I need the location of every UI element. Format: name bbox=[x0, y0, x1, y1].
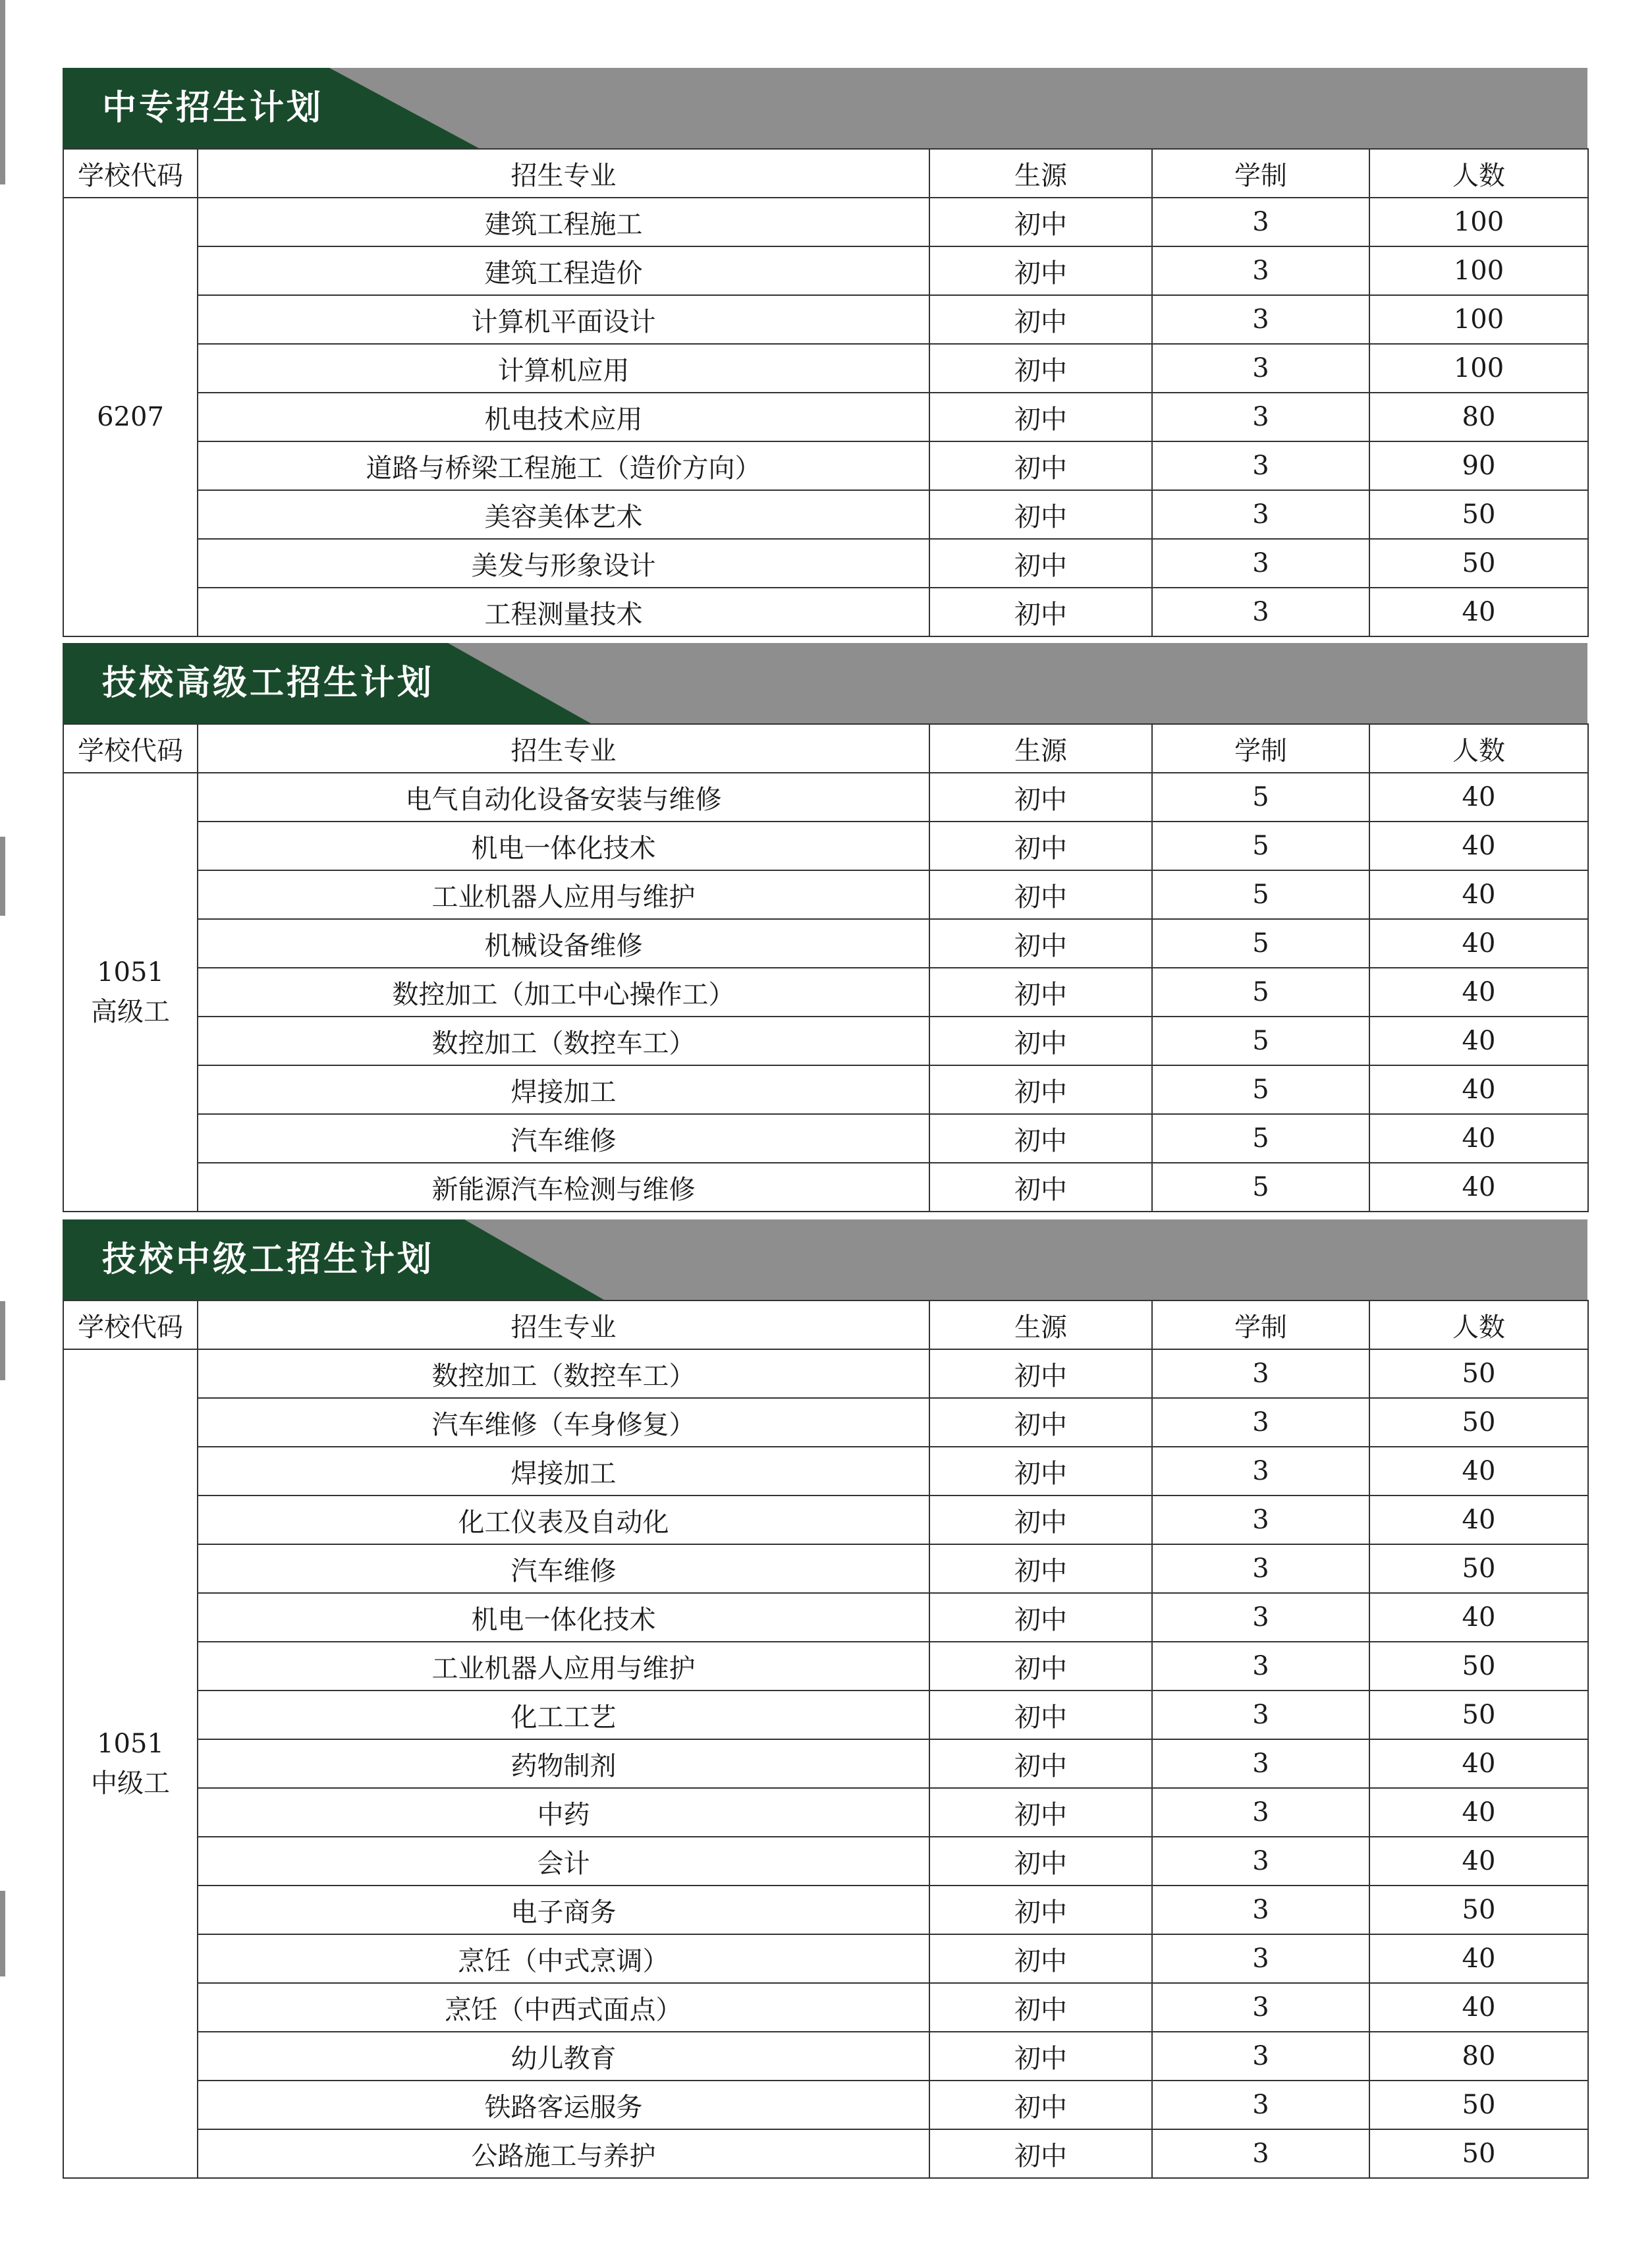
source-cell: 初中 bbox=[929, 870, 1152, 919]
count-cell: 90 bbox=[1369, 441, 1588, 490]
major-cell: 铁路客运服务 bbox=[198, 2081, 929, 2129]
table-row bbox=[63, 441, 1588, 490]
school-level: 中级工 bbox=[91, 1768, 170, 1799]
table-row bbox=[63, 1065, 1588, 1114]
table-row bbox=[63, 1447, 1588, 1496]
table-row bbox=[63, 198, 1588, 246]
edge-mark-2 bbox=[0, 837, 5, 916]
table-row bbox=[63, 1642, 1588, 1691]
count-cell: 40 bbox=[1369, 1496, 1588, 1544]
section-banner bbox=[63, 1219, 1587, 1300]
major-cell: 数控加工（加工中心操作工） bbox=[198, 968, 929, 1017]
count-cell: 40 bbox=[1369, 1114, 1588, 1163]
source-cell: 初中 bbox=[929, 822, 1152, 870]
count-cell: 40 bbox=[1369, 919, 1588, 968]
table-row bbox=[63, 1983, 1588, 2032]
duration-cell: 5 bbox=[1152, 968, 1369, 1017]
table-header-row bbox=[63, 724, 1588, 773]
source-cell: 初中 bbox=[929, 198, 1152, 246]
major-cell: 计算机平面设计 bbox=[198, 295, 929, 344]
major-cell: 美容美体艺术 bbox=[198, 490, 929, 539]
table-row bbox=[63, 1593, 1588, 1642]
header-count: 人数 bbox=[1369, 1300, 1588, 1349]
major-cell: 中药 bbox=[198, 1788, 929, 1837]
count-cell: 40 bbox=[1369, 1983, 1588, 2032]
school-code: 1051 bbox=[97, 1729, 164, 1759]
table-row bbox=[63, 1017, 1588, 1065]
source-cell: 初中 bbox=[929, 919, 1152, 968]
section-banner bbox=[63, 68, 1587, 148]
table-row bbox=[63, 490, 1588, 539]
school-code-cell bbox=[63, 773, 198, 1212]
major-cell: 道路与桥梁工程施工（造价方向） bbox=[198, 441, 929, 490]
duration-cell: 3 bbox=[1152, 1886, 1369, 1934]
source-cell: 初中 bbox=[929, 295, 1152, 344]
major-cell: 工程测量技术 bbox=[198, 588, 929, 636]
count-cell: 80 bbox=[1369, 2032, 1588, 2081]
count-cell: 40 bbox=[1369, 968, 1588, 1017]
count-cell: 50 bbox=[1369, 2129, 1588, 2178]
table-row bbox=[63, 246, 1588, 295]
major-cell: 化工工艺 bbox=[198, 1691, 929, 1739]
header-source: 生源 bbox=[929, 149, 1152, 198]
major-cell: 电气自动化设备安装与维修 bbox=[198, 773, 929, 822]
count-cell: 40 bbox=[1369, 1739, 1588, 1788]
duration-cell: 3 bbox=[1152, 1398, 1369, 1447]
count-cell: 40 bbox=[1369, 822, 1588, 870]
count-cell: 40 bbox=[1369, 1788, 1588, 1837]
source-cell: 初中 bbox=[929, 588, 1152, 636]
major-cell: 机电技术应用 bbox=[198, 393, 929, 441]
major-cell: 焊接加工 bbox=[198, 1447, 929, 1496]
school-code: 1051 bbox=[97, 957, 164, 988]
table-row bbox=[63, 539, 1588, 588]
major-cell: 电子商务 bbox=[198, 1886, 929, 1934]
source-cell: 初中 bbox=[929, 1934, 1152, 1983]
table-row bbox=[63, 1349, 1588, 1398]
count-cell: 40 bbox=[1369, 870, 1588, 919]
major-cell: 建筑工程施工 bbox=[198, 198, 929, 246]
enrollment-table bbox=[63, 148, 1589, 637]
table-row bbox=[63, 393, 1588, 441]
duration-cell: 3 bbox=[1152, 198, 1369, 246]
duration-cell: 3 bbox=[1152, 588, 1369, 636]
major-cell: 汽车维修 bbox=[198, 1544, 929, 1593]
source-cell: 初中 bbox=[929, 1837, 1152, 1886]
major-cell: 汽车维修 bbox=[198, 1114, 929, 1163]
table-row bbox=[63, 1886, 1588, 1934]
count-cell: 40 bbox=[1369, 1593, 1588, 1642]
header-major: 招生专业 bbox=[198, 1300, 929, 1349]
major-cell: 工业机器人应用与维护 bbox=[198, 870, 929, 919]
source-cell: 初中 bbox=[929, 2129, 1152, 2178]
duration-cell: 3 bbox=[1152, 1691, 1369, 1739]
major-cell: 公路施工与养护 bbox=[198, 2129, 929, 2178]
header-school-code: 学校代码 bbox=[63, 1300, 198, 1349]
count-cell: 100 bbox=[1369, 344, 1588, 393]
table-row bbox=[63, 968, 1588, 1017]
section-banner bbox=[63, 643, 1587, 723]
table-row bbox=[63, 1163, 1588, 1212]
source-cell: 初中 bbox=[929, 441, 1152, 490]
school-code: 6207 bbox=[97, 402, 164, 432]
duration-cell: 3 bbox=[1152, 1934, 1369, 1983]
source-cell: 初中 bbox=[929, 1017, 1152, 1065]
duration-cell: 3 bbox=[1152, 1544, 1369, 1593]
major-cell: 数控加工（数控车工） bbox=[198, 1017, 929, 1065]
count-cell: 50 bbox=[1369, 490, 1588, 539]
table-row bbox=[63, 822, 1588, 870]
duration-cell: 3 bbox=[1152, 2032, 1369, 2081]
major-cell: 工业机器人应用与维护 bbox=[198, 1642, 929, 1691]
section-zhongzhuan bbox=[63, 68, 1587, 637]
table-header-row bbox=[63, 149, 1588, 198]
table-row bbox=[63, 870, 1588, 919]
table-row bbox=[63, 2129, 1588, 2178]
edge-mark-3 bbox=[0, 1301, 5, 1380]
count-cell: 50 bbox=[1369, 539, 1588, 588]
count-cell: 50 bbox=[1369, 1642, 1588, 1691]
count-cell: 50 bbox=[1369, 1691, 1588, 1739]
table-row bbox=[63, 1739, 1588, 1788]
count-cell: 40 bbox=[1369, 773, 1588, 822]
table-row bbox=[63, 1544, 1588, 1593]
count-cell: 50 bbox=[1369, 1398, 1588, 1447]
section-title: 中专招生计划 bbox=[102, 88, 324, 128]
header-school-code: 学校代码 bbox=[63, 149, 198, 198]
source-cell: 初中 bbox=[929, 2032, 1152, 2081]
header-count: 人数 bbox=[1369, 149, 1588, 198]
major-cell: 烹饪（中式烹调） bbox=[198, 1934, 929, 1983]
header-count: 人数 bbox=[1369, 724, 1588, 773]
count-cell: 40 bbox=[1369, 1447, 1588, 1496]
count-cell: 40 bbox=[1369, 1163, 1588, 1212]
edge-mark-4 bbox=[0, 1891, 5, 1976]
source-cell: 初中 bbox=[929, 1114, 1152, 1163]
duration-cell: 5 bbox=[1152, 1065, 1369, 1114]
source-cell: 初中 bbox=[929, 773, 1152, 822]
table-row bbox=[63, 1837, 1588, 1886]
duration-cell: 5 bbox=[1152, 1163, 1369, 1212]
duration-cell: 3 bbox=[1152, 295, 1369, 344]
count-cell: 100 bbox=[1369, 295, 1588, 344]
count-cell: 40 bbox=[1369, 1017, 1588, 1065]
duration-cell: 3 bbox=[1152, 1983, 1369, 2032]
table-row bbox=[63, 1114, 1588, 1163]
header-major: 招生专业 bbox=[198, 149, 929, 198]
table-row bbox=[63, 1496, 1588, 1544]
major-cell: 建筑工程造价 bbox=[198, 246, 929, 295]
major-cell: 新能源汽车检测与维修 bbox=[198, 1163, 929, 1212]
duration-cell: 3 bbox=[1152, 1496, 1369, 1544]
source-cell: 初中 bbox=[929, 1593, 1152, 1642]
section-title: 技校高级工招生计划 bbox=[102, 663, 435, 703]
table-row bbox=[63, 1934, 1588, 1983]
duration-cell: 3 bbox=[1152, 1593, 1369, 1642]
header-major: 招生专业 bbox=[198, 724, 929, 773]
table-row bbox=[63, 1788, 1588, 1837]
count-cell: 100 bbox=[1369, 198, 1588, 246]
source-cell: 初中 bbox=[929, 246, 1152, 295]
table-row bbox=[63, 344, 1588, 393]
enrollment-table bbox=[63, 723, 1589, 1212]
count-cell: 100 bbox=[1369, 246, 1588, 295]
duration-cell: 3 bbox=[1152, 344, 1369, 393]
duration-cell: 5 bbox=[1152, 919, 1369, 968]
source-cell: 初中 bbox=[929, 2081, 1152, 2129]
table-row bbox=[63, 2032, 1588, 2081]
source-cell: 初中 bbox=[929, 1739, 1152, 1788]
major-cell: 计算机应用 bbox=[198, 344, 929, 393]
table-row bbox=[63, 773, 1588, 822]
count-cell: 40 bbox=[1369, 588, 1588, 636]
school-code-cell bbox=[63, 1349, 198, 2178]
duration-cell: 3 bbox=[1152, 1837, 1369, 1886]
edge-mark-1 bbox=[0, 0, 5, 184]
source-cell: 初中 bbox=[929, 1642, 1152, 1691]
major-cell: 会计 bbox=[198, 1837, 929, 1886]
count-cell: 50 bbox=[1369, 1349, 1588, 1398]
duration-cell: 5 bbox=[1152, 1017, 1369, 1065]
duration-cell: 3 bbox=[1152, 1788, 1369, 1837]
count-cell: 40 bbox=[1369, 1934, 1588, 1983]
enrollment-table bbox=[63, 1300, 1589, 2179]
section-zhongjigong bbox=[63, 1219, 1587, 2179]
major-cell: 机械设备维修 bbox=[198, 919, 929, 968]
major-cell: 化工仪表及自动化 bbox=[198, 1496, 929, 1544]
source-cell: 初中 bbox=[929, 1691, 1152, 1739]
count-cell: 80 bbox=[1369, 393, 1588, 441]
major-cell: 幼儿教育 bbox=[198, 2032, 929, 2081]
source-cell: 初中 bbox=[929, 968, 1152, 1017]
source-cell: 初中 bbox=[929, 1788, 1152, 1837]
major-cell: 焊接加工 bbox=[198, 1065, 929, 1114]
duration-cell: 3 bbox=[1152, 1349, 1369, 1398]
school-code-cell bbox=[63, 198, 198, 636]
source-cell: 初中 bbox=[929, 1544, 1152, 1593]
header-duration: 学制 bbox=[1152, 149, 1369, 198]
major-cell: 机电一体化技术 bbox=[198, 822, 929, 870]
source-cell: 初中 bbox=[929, 1447, 1152, 1496]
section-gaojigong bbox=[63, 643, 1587, 1212]
table-row bbox=[63, 1398, 1588, 1447]
duration-cell: 3 bbox=[1152, 490, 1369, 539]
section-title: 技校中级工招生计划 bbox=[102, 1240, 435, 1279]
table-row bbox=[63, 588, 1588, 636]
table-row bbox=[63, 919, 1588, 968]
duration-cell: 3 bbox=[1152, 1447, 1369, 1496]
header-source: 生源 bbox=[929, 1300, 1152, 1349]
source-cell: 初中 bbox=[929, 1349, 1152, 1398]
table-row bbox=[63, 2081, 1588, 2129]
major-cell: 汽车维修（车身修复） bbox=[198, 1398, 929, 1447]
count-cell: 40 bbox=[1369, 1837, 1588, 1886]
source-cell: 初中 bbox=[929, 1886, 1152, 1934]
table-row bbox=[63, 1691, 1588, 1739]
count-cell: 50 bbox=[1369, 2081, 1588, 2129]
duration-cell: 3 bbox=[1152, 1739, 1369, 1788]
major-cell: 美发与形象设计 bbox=[198, 539, 929, 588]
duration-cell: 5 bbox=[1152, 870, 1369, 919]
header-duration: 学制 bbox=[1152, 1300, 1369, 1349]
duration-cell: 3 bbox=[1152, 441, 1369, 490]
source-cell: 初中 bbox=[929, 1496, 1152, 1544]
source-cell: 初中 bbox=[929, 1983, 1152, 2032]
source-cell: 初中 bbox=[929, 393, 1152, 441]
count-cell: 40 bbox=[1369, 1065, 1588, 1114]
header-school-code: 学校代码 bbox=[63, 724, 198, 773]
duration-cell: 3 bbox=[1152, 1642, 1369, 1691]
source-cell: 初中 bbox=[929, 1398, 1152, 1447]
major-cell: 数控加工（数控车工） bbox=[198, 1349, 929, 1398]
source-cell: 初中 bbox=[929, 490, 1152, 539]
table-row bbox=[63, 295, 1588, 344]
source-cell: 初中 bbox=[929, 1065, 1152, 1114]
duration-cell: 3 bbox=[1152, 2081, 1369, 2129]
duration-cell: 5 bbox=[1152, 773, 1369, 822]
duration-cell: 5 bbox=[1152, 822, 1369, 870]
major-cell: 烹饪（中西式面点） bbox=[198, 1983, 929, 2032]
duration-cell: 3 bbox=[1152, 393, 1369, 441]
count-cell: 50 bbox=[1369, 1886, 1588, 1934]
school-level: 高级工 bbox=[91, 997, 170, 1027]
source-cell: 初中 bbox=[929, 344, 1152, 393]
major-cell: 机电一体化技术 bbox=[198, 1593, 929, 1642]
table-header-row bbox=[63, 1300, 1588, 1349]
source-cell: 初中 bbox=[929, 1163, 1152, 1212]
duration-cell: 3 bbox=[1152, 539, 1369, 588]
header-source: 生源 bbox=[929, 724, 1152, 773]
duration-cell: 3 bbox=[1152, 2129, 1369, 2178]
duration-cell: 5 bbox=[1152, 1114, 1369, 1163]
count-cell: 50 bbox=[1369, 1544, 1588, 1593]
header-duration: 学制 bbox=[1152, 724, 1369, 773]
major-cell: 药物制剂 bbox=[198, 1739, 929, 1788]
duration-cell: 3 bbox=[1152, 246, 1369, 295]
source-cell: 初中 bbox=[929, 539, 1152, 588]
